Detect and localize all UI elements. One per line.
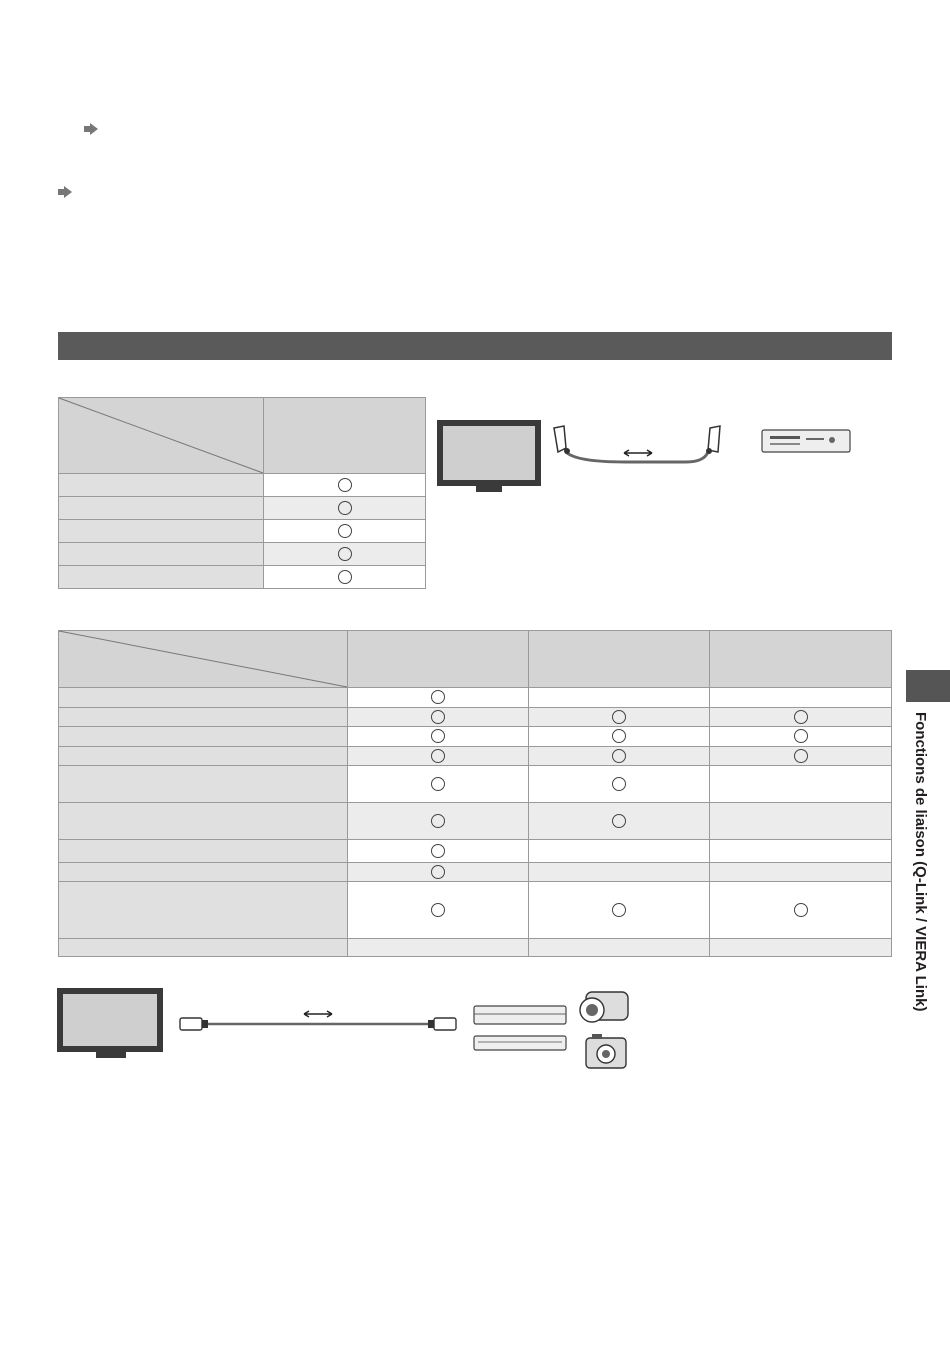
row-label-cell xyxy=(59,566,264,589)
value-cell xyxy=(348,747,529,766)
table-row xyxy=(59,803,892,840)
value-cell xyxy=(264,520,426,543)
supported-circle-icon xyxy=(338,501,352,515)
value-cell xyxy=(348,939,529,957)
recorder-icon xyxy=(762,430,850,452)
value-cell xyxy=(710,708,892,727)
row-label-cell xyxy=(59,840,348,863)
value-cell xyxy=(348,803,529,840)
value-cell xyxy=(529,882,710,939)
chapter-title: Fonctions de liaison (Q-Link / VIERA Link) xyxy=(912,712,929,1012)
camcorder-icon xyxy=(580,992,628,1022)
table-column-header xyxy=(529,631,710,688)
value-cell xyxy=(529,939,710,957)
section-header-bar xyxy=(58,332,892,360)
camera-icon xyxy=(586,1034,626,1068)
value-cell xyxy=(348,727,529,747)
scart-cable-icon xyxy=(554,426,720,462)
row-label-cell xyxy=(59,708,348,727)
value-cell xyxy=(710,688,892,708)
table-row xyxy=(59,688,892,708)
table-corner-header xyxy=(59,398,264,474)
table-column-header xyxy=(710,631,892,688)
arrow-right-icon xyxy=(58,186,72,198)
supported-circle-icon xyxy=(612,749,626,763)
value-cell xyxy=(348,708,529,727)
supported-circle-icon xyxy=(794,749,808,763)
value-cell xyxy=(710,766,892,803)
supported-circle-icon xyxy=(612,814,626,828)
value-cell xyxy=(710,840,892,863)
row-label-cell xyxy=(59,882,348,939)
tv-icon xyxy=(57,988,163,1058)
value-cell xyxy=(348,766,529,803)
table-row xyxy=(59,747,892,766)
viera-link-features-table xyxy=(58,630,892,957)
hdmi-cable-icon xyxy=(180,1011,456,1030)
value-cell xyxy=(710,882,892,939)
recorder-icon xyxy=(474,1006,566,1050)
supported-circle-icon xyxy=(612,777,626,791)
supported-circle-icon xyxy=(794,710,808,724)
value-cell xyxy=(348,688,529,708)
row-label-cell xyxy=(59,688,348,708)
supported-circle-icon xyxy=(794,729,808,743)
value-cell xyxy=(264,497,426,520)
row-label-cell xyxy=(59,497,264,520)
supported-circle-icon xyxy=(338,478,352,492)
supported-circle-icon xyxy=(431,903,445,917)
value-cell xyxy=(710,863,892,882)
table-row xyxy=(59,863,892,882)
row-label-cell xyxy=(59,766,348,803)
supported-circle-icon xyxy=(431,777,445,791)
row-label-cell xyxy=(59,520,264,543)
supported-circle-icon xyxy=(431,690,445,704)
table-row xyxy=(59,727,892,747)
table-row xyxy=(59,766,892,803)
arrow-right-icon xyxy=(84,123,98,135)
supported-circle-icon xyxy=(431,729,445,743)
row-label-cell xyxy=(59,474,264,497)
table-row xyxy=(59,497,426,520)
table-row xyxy=(59,566,426,589)
value-cell xyxy=(710,803,892,840)
supported-circle-icon xyxy=(338,524,352,538)
value-cell xyxy=(710,939,892,957)
row-label-cell xyxy=(59,747,348,766)
supported-circle-icon xyxy=(338,570,352,584)
row-label-cell xyxy=(59,727,348,747)
value-cell xyxy=(710,747,892,766)
table-corner-header xyxy=(59,631,348,688)
row-label-cell xyxy=(59,939,348,957)
row-label-cell xyxy=(59,863,348,882)
value-cell xyxy=(264,543,426,566)
supported-circle-icon xyxy=(431,865,445,879)
value-cell xyxy=(529,840,710,863)
value-cell xyxy=(529,708,710,727)
value-cell xyxy=(529,747,710,766)
supported-circle-icon xyxy=(612,729,626,743)
supported-circle-icon xyxy=(431,814,445,828)
supported-circle-icon xyxy=(794,903,808,917)
tv-icon xyxy=(437,420,541,492)
supported-circle-icon xyxy=(612,903,626,917)
value-cell xyxy=(348,840,529,863)
supported-circle-icon xyxy=(431,710,445,724)
table-row xyxy=(59,882,892,939)
table-row xyxy=(59,840,892,863)
value-cell xyxy=(264,474,426,497)
row-label-cell xyxy=(59,543,264,566)
table-row xyxy=(59,708,892,727)
value-cell xyxy=(264,566,426,589)
q-link-features-table xyxy=(58,397,426,589)
supported-circle-icon xyxy=(431,844,445,858)
table-row xyxy=(59,520,426,543)
value-cell xyxy=(710,727,892,747)
value-cell xyxy=(348,863,529,882)
table-row xyxy=(59,543,426,566)
value-cell xyxy=(529,727,710,747)
table-row xyxy=(59,939,892,957)
scart-connection-diagram xyxy=(436,418,856,496)
value-cell xyxy=(529,688,710,708)
row-label-cell xyxy=(59,803,348,840)
value-cell xyxy=(529,803,710,840)
table-row xyxy=(59,474,426,497)
supported-circle-icon xyxy=(612,710,626,724)
value-cell xyxy=(529,766,710,803)
supported-circle-icon xyxy=(338,547,352,561)
value-cell xyxy=(348,882,529,939)
value-cell xyxy=(529,863,710,882)
hdmi-connection-diagram xyxy=(56,984,636,1076)
supported-circle-icon xyxy=(431,749,445,763)
table-column-header xyxy=(264,398,426,474)
chapter-tab xyxy=(906,670,950,702)
table-column-header xyxy=(348,631,529,688)
